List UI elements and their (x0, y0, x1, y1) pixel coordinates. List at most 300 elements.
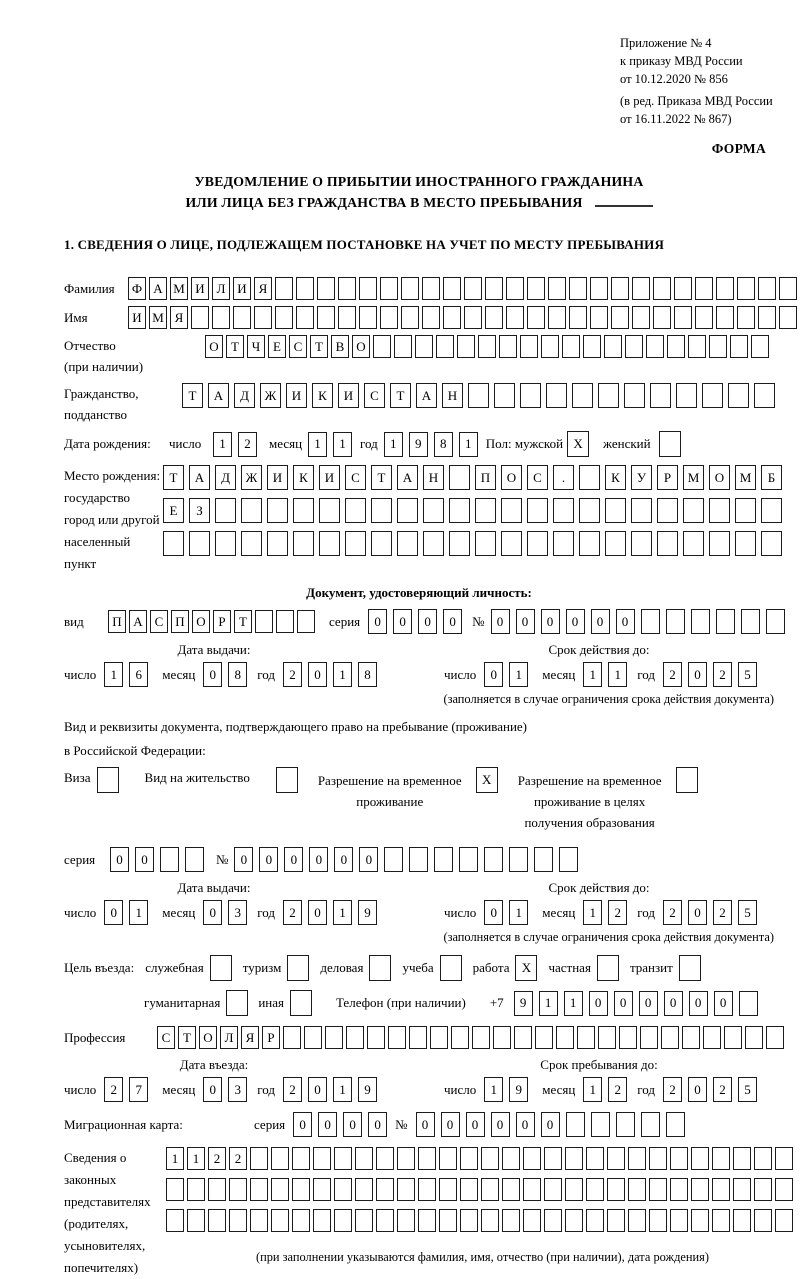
entry-year-cells[interactable] (283, 1077, 377, 1102)
char-cell[interactable]: 0 (491, 609, 510, 634)
char-cell[interactable] (527, 531, 548, 556)
char-cell[interactable]: Ч (247, 335, 265, 358)
char-cell[interactable]: И (338, 383, 359, 408)
char-cell[interactable]: 1 (384, 432, 403, 457)
char-cell[interactable] (292, 1178, 310, 1201)
char-cell[interactable]: 0 (491, 1112, 510, 1137)
char-cell[interactable] (590, 277, 608, 300)
char-cell[interactable]: О (709, 465, 730, 490)
char-cell[interactable] (436, 335, 454, 358)
char-cell[interactable] (737, 277, 755, 300)
char-cell[interactable]: 1 (333, 1077, 352, 1102)
char-cell[interactable] (661, 1026, 679, 1049)
expiry-day-cells[interactable] (484, 662, 528, 687)
char-cell[interactable] (657, 531, 678, 556)
char-cell[interactable] (579, 498, 600, 523)
char-cell[interactable]: Т (182, 383, 203, 408)
issue-year-cells[interactable] (283, 662, 377, 687)
char-cell[interactable] (625, 335, 643, 358)
char-cell[interactable] (544, 1209, 562, 1232)
birth-day-cells[interactable] (213, 432, 257, 457)
char-cell[interactable] (502, 1209, 520, 1232)
char-cell[interactable]: 1 (308, 432, 327, 457)
char-cell[interactable]: 2 (238, 432, 257, 457)
char-cell[interactable] (631, 498, 652, 523)
char-cell[interactable] (250, 1209, 268, 1232)
char-cell[interactable] (229, 1209, 247, 1232)
char-cell[interactable] (716, 277, 734, 300)
char-cell[interactable] (481, 1147, 499, 1170)
char-cell[interactable]: 0 (318, 1112, 337, 1137)
char-cell[interactable]: 0 (589, 991, 608, 1016)
char-cell[interactable] (191, 306, 209, 329)
char-cell[interactable]: Ж (241, 465, 262, 490)
char-cell[interactable]: 8 (434, 432, 453, 457)
char-cell[interactable] (459, 847, 478, 872)
doc-series-cells[interactable] (368, 609, 462, 634)
char-cell[interactable]: 3 (228, 900, 247, 925)
char-cell[interactable]: А (397, 465, 418, 490)
migration-number-cells[interactable] (416, 1112, 685, 1137)
char-cell[interactable] (233, 306, 251, 329)
char-cell[interactable] (562, 335, 580, 358)
char-cell[interactable]: 0 (689, 991, 708, 1016)
char-cell[interactable] (709, 531, 730, 556)
char-cell[interactable] (572, 383, 593, 408)
char-cell[interactable] (523, 1178, 541, 1201)
char-cell[interactable] (754, 1178, 772, 1201)
char-cell[interactable] (649, 1178, 667, 1201)
char-cell[interactable] (212, 306, 230, 329)
char-cell[interactable]: 8 (358, 662, 377, 687)
char-cell[interactable]: 0 (639, 991, 658, 1016)
char-cell[interactable] (371, 531, 392, 556)
char-cell[interactable] (275, 306, 293, 329)
char-cell[interactable] (702, 383, 723, 408)
citizenship-cells[interactable] (182, 383, 775, 408)
char-cell[interactable]: С (289, 335, 307, 358)
char-cell[interactable] (758, 277, 776, 300)
char-cell[interactable] (423, 531, 444, 556)
char-cell[interactable] (208, 1178, 226, 1201)
entry-month-cells[interactable] (203, 1077, 247, 1102)
char-cell[interactable]: 9 (409, 432, 428, 457)
expiry-year-cells[interactable] (663, 662, 757, 687)
stay-year-cells[interactable] (663, 1077, 757, 1102)
char-cell[interactable] (241, 498, 262, 523)
char-cell[interactable] (313, 1178, 331, 1201)
char-cell[interactable]: 0 (259, 847, 278, 872)
birthplace-row3-cells[interactable] (163, 531, 782, 556)
char-cell[interactable] (464, 277, 482, 300)
char-cell[interactable]: 1 (583, 900, 602, 925)
residence-issue-month-cells[interactable] (203, 900, 247, 925)
char-cell[interactable] (691, 1147, 709, 1170)
char-cell[interactable] (397, 1178, 415, 1201)
char-cell[interactable] (523, 1209, 541, 1232)
char-cell[interactable]: 0 (591, 609, 610, 634)
char-cell[interactable]: 1 (333, 662, 352, 687)
char-cell[interactable] (475, 498, 496, 523)
rvp-edu-checkbox[interactable] (676, 767, 698, 793)
char-cell[interactable]: Р (657, 465, 678, 490)
char-cell[interactable] (534, 847, 553, 872)
char-cell[interactable] (187, 1209, 205, 1232)
char-cell[interactable]: Е (163, 498, 184, 523)
char-cell[interactable] (397, 1209, 415, 1232)
char-cell[interactable] (460, 1209, 478, 1232)
char-cell[interactable] (506, 277, 524, 300)
char-cell[interactable] (628, 1178, 646, 1201)
char-cell[interactable] (271, 1147, 289, 1170)
char-cell[interactable]: 2 (283, 900, 302, 925)
char-cell[interactable]: З (189, 498, 210, 523)
char-cell[interactable] (293, 531, 314, 556)
char-cell[interactable] (267, 498, 288, 523)
char-cell[interactable]: 0 (441, 1112, 460, 1137)
char-cell[interactable]: А (129, 610, 147, 633)
char-cell[interactable] (166, 1209, 184, 1232)
char-cell[interactable]: 0 (466, 1112, 485, 1137)
char-cell[interactable] (376, 1147, 394, 1170)
char-cell[interactable] (611, 306, 629, 329)
char-cell[interactable]: Я (170, 306, 188, 329)
char-cell[interactable]: И (233, 277, 251, 300)
purpose-work-checkbox[interactable]: X (515, 955, 537, 981)
residence-expiry-year-cells[interactable] (663, 900, 757, 925)
char-cell[interactable]: 1 (509, 900, 528, 925)
char-cell[interactable] (548, 306, 566, 329)
char-cell[interactable]: И (319, 465, 340, 490)
char-cell[interactable]: 0 (541, 609, 560, 634)
stay-month-cells[interactable] (583, 1077, 627, 1102)
char-cell[interactable]: 0 (368, 1112, 387, 1137)
char-cell[interactable] (535, 1026, 553, 1049)
char-cell[interactable] (319, 531, 340, 556)
char-cell[interactable] (766, 1026, 784, 1049)
char-cell[interactable]: Л (212, 277, 230, 300)
char-cell[interactable] (346, 1026, 364, 1049)
char-cell[interactable] (628, 1209, 646, 1232)
char-cell[interactable] (439, 1178, 457, 1201)
char-cell[interactable]: 1 (484, 1077, 503, 1102)
char-cell[interactable] (359, 277, 377, 300)
char-cell[interactable] (712, 1178, 730, 1201)
char-cell[interactable] (646, 335, 664, 358)
char-cell[interactable] (319, 498, 340, 523)
char-cell[interactable]: . (553, 465, 574, 490)
char-cell[interactable]: 2 (608, 900, 627, 925)
char-cell[interactable] (484, 847, 503, 872)
char-cell[interactable] (376, 1178, 394, 1201)
char-cell[interactable] (527, 306, 545, 329)
char-cell[interactable] (283, 1026, 301, 1049)
char-cell[interactable] (553, 531, 574, 556)
char-cell[interactable]: Б (761, 465, 782, 490)
char-cell[interactable]: 9 (358, 1077, 377, 1102)
char-cell[interactable] (553, 498, 574, 523)
char-cell[interactable] (317, 277, 335, 300)
char-cell[interactable] (376, 1209, 394, 1232)
char-cell[interactable]: 0 (343, 1112, 362, 1137)
char-cell[interactable] (334, 1178, 352, 1201)
char-cell[interactable]: 3 (228, 1077, 247, 1102)
char-cell[interactable]: О (501, 465, 522, 490)
char-cell[interactable]: 2 (283, 662, 302, 687)
char-cell[interactable] (691, 1209, 709, 1232)
char-cell[interactable] (418, 1147, 436, 1170)
char-cell[interactable]: 0 (293, 1112, 312, 1137)
char-cell[interactable] (292, 1147, 310, 1170)
char-cell[interactable]: П (475, 465, 496, 490)
char-cell[interactable] (325, 1026, 343, 1049)
char-cell[interactable] (501, 498, 522, 523)
char-cell[interactable] (229, 1178, 247, 1201)
char-cell[interactable] (367, 1026, 385, 1049)
char-cell[interactable] (653, 277, 671, 300)
char-cell[interactable]: С (150, 610, 168, 633)
char-cell[interactable] (359, 306, 377, 329)
char-cell[interactable]: 1 (509, 662, 528, 687)
char-cell[interactable] (506, 306, 524, 329)
char-cell[interactable]: Н (423, 465, 444, 490)
char-cell[interactable] (670, 1178, 688, 1201)
char-cell[interactable] (565, 1178, 583, 1201)
char-cell[interactable] (215, 531, 236, 556)
char-cell[interactable]: 0 (614, 991, 633, 1016)
char-cell[interactable] (604, 335, 622, 358)
char-cell[interactable]: 2 (208, 1147, 226, 1170)
char-cell[interactable]: 0 (566, 609, 585, 634)
phone-cells[interactable] (514, 991, 758, 1016)
char-cell[interactable] (695, 277, 713, 300)
char-cell[interactable]: 1 (104, 662, 123, 687)
profession-cells[interactable] (157, 1026, 784, 1049)
char-cell[interactable] (449, 465, 470, 490)
char-cell[interactable]: 8 (228, 662, 247, 687)
surname-cells[interactable] (128, 277, 797, 300)
char-cell[interactable] (735, 531, 756, 556)
char-cell[interactable] (449, 531, 470, 556)
char-cell[interactable] (682, 1026, 700, 1049)
char-cell[interactable] (607, 1209, 625, 1232)
char-cell[interactable] (632, 277, 650, 300)
char-cell[interactable]: 1 (583, 662, 602, 687)
char-cell[interactable]: 2 (663, 1077, 682, 1102)
char-cell[interactable] (758, 306, 776, 329)
char-cell[interactable] (605, 531, 626, 556)
char-cell[interactable] (254, 306, 272, 329)
char-cell[interactable] (475, 531, 496, 556)
char-cell[interactable] (304, 1026, 322, 1049)
char-cell[interactable]: О (199, 1026, 217, 1049)
char-cell[interactable]: 2 (283, 1077, 302, 1102)
char-cell[interactable] (297, 610, 315, 633)
char-cell[interactable] (457, 335, 475, 358)
char-cell[interactable]: 0 (418, 609, 437, 634)
char-cell[interactable] (472, 1026, 490, 1049)
char-cell[interactable] (565, 1209, 583, 1232)
char-cell[interactable] (388, 1026, 406, 1049)
char-cell[interactable]: Д (215, 465, 236, 490)
char-cell[interactable]: А (189, 465, 210, 490)
char-cell[interactable] (397, 498, 418, 523)
purpose-study-checkbox[interactable] (440, 955, 462, 981)
char-cell[interactable] (271, 1178, 289, 1201)
char-cell[interactable] (313, 1209, 331, 1232)
char-cell[interactable] (676, 383, 697, 408)
char-cell[interactable]: Е (268, 335, 286, 358)
char-cell[interactable] (712, 1209, 730, 1232)
char-cell[interactable] (250, 1147, 268, 1170)
char-cell[interactable]: 0 (309, 847, 328, 872)
char-cell[interactable] (724, 1026, 742, 1049)
char-cell[interactable] (160, 847, 179, 872)
char-cell[interactable]: 2 (608, 1077, 627, 1102)
char-cell[interactable] (649, 1209, 667, 1232)
residence-issue-day-cells[interactable] (104, 900, 148, 925)
char-cell[interactable] (527, 277, 545, 300)
residence-expiry-month-cells[interactable] (583, 900, 627, 925)
char-cell[interactable] (520, 383, 541, 408)
char-cell[interactable]: 2 (713, 900, 732, 925)
char-cell[interactable] (605, 498, 626, 523)
char-cell[interactable]: 1 (333, 432, 352, 457)
char-cell[interactable] (509, 847, 528, 872)
char-cell[interactable] (401, 306, 419, 329)
representatives-row1-cells[interactable] (166, 1147, 793, 1170)
char-cell[interactable] (250, 1178, 268, 1201)
char-cell[interactable]: Н (442, 383, 463, 408)
char-cell[interactable] (271, 1209, 289, 1232)
char-cell[interactable]: Т (310, 335, 328, 358)
char-cell[interactable] (641, 609, 660, 634)
char-cell[interactable]: И (191, 277, 209, 300)
char-cell[interactable] (313, 1147, 331, 1170)
char-cell[interactable] (485, 306, 503, 329)
char-cell[interactable]: 6 (129, 662, 148, 687)
char-cell[interactable]: Т (178, 1026, 196, 1049)
char-cell[interactable] (745, 1026, 763, 1049)
char-cell[interactable] (523, 1147, 541, 1170)
issue-month-cells[interactable] (203, 662, 247, 687)
char-cell[interactable] (688, 335, 706, 358)
char-cell[interactable]: 1 (583, 1077, 602, 1102)
char-cell[interactable]: Р (262, 1026, 280, 1049)
char-cell[interactable]: 1 (166, 1147, 184, 1170)
char-cell[interactable] (616, 1112, 635, 1137)
char-cell[interactable]: 0 (234, 847, 253, 872)
char-cell[interactable] (296, 306, 314, 329)
stay-day-cells[interactable] (484, 1077, 528, 1102)
char-cell[interactable] (345, 498, 366, 523)
purpose-humanitarian-checkbox[interactable] (226, 990, 248, 1016)
char-cell[interactable] (735, 498, 756, 523)
char-cell[interactable]: Т (234, 610, 252, 633)
char-cell[interactable] (451, 1026, 469, 1049)
residence-series-cells[interactable] (110, 847, 204, 872)
char-cell[interactable] (241, 531, 262, 556)
char-cell[interactable] (541, 335, 559, 358)
char-cell[interactable]: 0 (110, 847, 129, 872)
char-cell[interactable]: Л (220, 1026, 238, 1049)
char-cell[interactable] (423, 498, 444, 523)
char-cell[interactable] (775, 1147, 793, 1170)
char-cell[interactable] (775, 1209, 793, 1232)
char-cell[interactable] (187, 1178, 205, 1201)
char-cell[interactable] (569, 306, 587, 329)
char-cell[interactable] (733, 1209, 751, 1232)
char-cell[interactable]: 0 (484, 662, 503, 687)
char-cell[interactable] (546, 383, 567, 408)
char-cell[interactable] (338, 306, 356, 329)
char-cell[interactable] (334, 1209, 352, 1232)
char-cell[interactable] (611, 277, 629, 300)
representatives-row2-cells[interactable] (166, 1178, 793, 1201)
char-cell[interactable]: 0 (203, 900, 222, 925)
rvp-checkbox[interactable]: X (476, 767, 498, 793)
char-cell[interactable] (674, 277, 692, 300)
char-cell[interactable] (761, 498, 782, 523)
char-cell[interactable]: 0 (484, 900, 503, 925)
char-cell[interactable]: П (171, 610, 189, 633)
char-cell[interactable]: 2 (713, 662, 732, 687)
char-cell[interactable] (397, 1147, 415, 1170)
char-cell[interactable]: 1 (564, 991, 583, 1016)
char-cell[interactable]: К (605, 465, 626, 490)
char-cell[interactable]: 0 (308, 900, 327, 925)
char-cell[interactable]: 2 (663, 900, 682, 925)
char-cell[interactable] (607, 1178, 625, 1201)
char-cell[interactable] (641, 1112, 660, 1137)
char-cell[interactable] (670, 1209, 688, 1232)
char-cell[interactable] (460, 1178, 478, 1201)
char-cell[interactable] (737, 306, 755, 329)
char-cell[interactable] (728, 383, 749, 408)
char-cell[interactable] (548, 277, 566, 300)
residence-permit-checkbox[interactable] (276, 767, 298, 793)
char-cell[interactable] (591, 1112, 610, 1137)
char-cell[interactable] (586, 1147, 604, 1170)
char-cell[interactable] (709, 498, 730, 523)
char-cell[interactable] (163, 531, 184, 556)
char-cell[interactable] (373, 335, 391, 358)
char-cell[interactable] (527, 498, 548, 523)
char-cell[interactable]: 9 (509, 1077, 528, 1102)
char-cell[interactable] (775, 1178, 793, 1201)
purpose-other-checkbox[interactable] (290, 990, 312, 1016)
char-cell[interactable] (293, 498, 314, 523)
char-cell[interactable] (559, 847, 578, 872)
char-cell[interactable] (670, 1147, 688, 1170)
char-cell[interactable] (631, 531, 652, 556)
char-cell[interactable] (255, 610, 273, 633)
birth-month-cells[interactable] (308, 432, 352, 457)
char-cell[interactable]: Т (226, 335, 244, 358)
char-cell[interactable]: Т (371, 465, 392, 490)
char-cell[interactable] (514, 1026, 532, 1049)
purpose-private-checkbox[interactable] (597, 955, 619, 981)
char-cell[interactable] (586, 1209, 604, 1232)
char-cell[interactable] (502, 1178, 520, 1201)
char-cell[interactable] (586, 1178, 604, 1201)
char-cell[interactable] (380, 277, 398, 300)
char-cell[interactable] (598, 1026, 616, 1049)
char-cell[interactable] (494, 383, 515, 408)
char-cell[interactable] (577, 1026, 595, 1049)
char-cell[interactable] (355, 1178, 373, 1201)
char-cell[interactable]: 5 (738, 1077, 757, 1102)
